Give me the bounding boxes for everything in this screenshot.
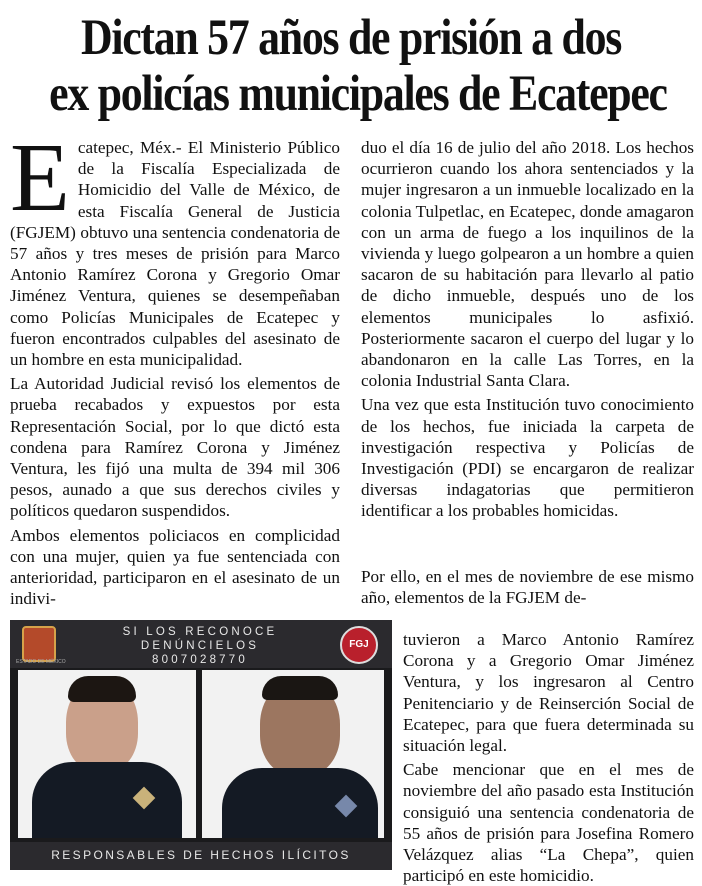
- paragraph-3-continued: duo el día 16 de julio del año 2018. Los hechos ocurrieron cuando los ahora sentenciados y la mujer ingresaron a un inmueble localizado en la colonia Tulpetlac, en Ecatepec, donde amagaron con un arma de fuego a los inquilinos de la vivienda y luego golpearon a un hombre a quien sacaron de su habitación para llevarlo al patio de dicho inmueble, después uno de los elementos municipales lo asfixió. Posteriormente sacaron el cuerpo del lugar y lo abandonaron en la calle Las Torres, en la colonia Industrial Santa Clara.: [361, 138, 694, 391]
- paragraph-4: Una vez que esta Institución tuvo conocimiento de los hechos, fue iniciada la carpeta de investigación respectiva y Policías de Investigación (PDI) se encargaron de realizar diversas indagatorias que permitieron identificar a los probables homicidas.: [361, 395, 694, 521]
- banner-line-2: DENÚNCIELOS: [140, 640, 260, 652]
- banner-phone: 8007028770: [152, 654, 248, 666]
- paragraph-3: Ambos elementos policiacos en complicidad con una mujer, quien ya fue sentenciada con anterioridad, participaron en el asesinato de un indivi-: [10, 525, 340, 609]
- photo-banner: ESTADO DE MÉXICO SI LOS RECONOCE DENÚNCIELOS 8007028770 FGJ: [10, 620, 392, 668]
- paragraph-6: Cabe mencionar que en el mes de noviembre del año pasado esta Institución consiguió una sentencia condenatoria de 55 años de prisión para Josefina Romero Velázquez alias “La Chepa”, quien participó en este homicidio.: [403, 760, 694, 886]
- article-column-right-lower: [403, 629, 694, 886]
- article-column-right: [361, 137, 694, 522]
- headline-line-2: ex policías municipales de Ecatepec: [49, 66, 667, 122]
- mugshot-left: [18, 670, 196, 838]
- mugshot-photo: [10, 620, 392, 870]
- paragraph-1: Ecatepec, Méx.- El Ministerio Público de la Fiscalía Especializada de Homicidio del Valle de México, de esta Fiscalía General de Justicia (FGJEM) obtuvo una sentencia condenatoria de 57 años y tres meses de prisión para Marco Antonio Ramírez Corona y Gregorio Omar Jiménez Ventura, quienes se desempeñaban como Policías Municipales de Ecatepec y fueron encontrados culpables del asesinato de un hombre en esta municipalidad.: [10, 124, 340, 370]
- mugshot-right: [202, 670, 384, 838]
- paragraph-5-start: Por ello, en el mes de noviembre de ese mismo año, elementos de la FGJEM de-: [361, 567, 694, 608]
- fgj-logo-icon: FGJ: [340, 626, 378, 664]
- drop-cap: E: [10, 124, 70, 232]
- article-column-left: [10, 124, 340, 609]
- paragraph-5-continued: tuvieron a Marco Antonio Ramírez Corona y a Gregorio Omar Jiménez Ventura, y los ingresaron al Centro Penitenciario y de Reinserción Social de Ecatepec, para que fuera determinada su situación legal.: [403, 630, 694, 756]
- photo-caption: RESPONSABLES DE HECHOS ILÍCITOS: [51, 848, 351, 862]
- paragraph-2: La Autoridad Judicial revisó los elementos de prueba recabados y expuestos por esta Representación Social, por lo que dictó esta condena para Ramírez Corona y Jiménez Ventura, les fijó una multa de 394 mil 306 pesos, aunado a que sus derechos civiles y políticos quedaron suspendidos.: [10, 374, 340, 521]
- banner-line-1: SI LOS RECONOCE: [122, 626, 278, 638]
- headline-line-1: Dictan 57 años de prisión a dos: [80, 10, 622, 66]
- headline: [49, 10, 667, 122]
